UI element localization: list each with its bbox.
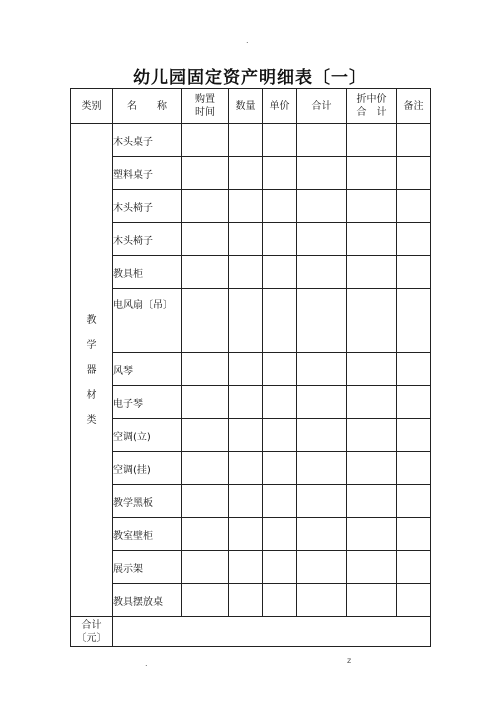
unit-price-cell[interactable] (263, 518, 297, 551)
header-subtotal: 合计 (297, 89, 347, 124)
purchase-time-cell[interactable] (182, 223, 229, 256)
unit-price-cell[interactable] (263, 419, 297, 452)
remarks-cell[interactable] (397, 289, 431, 353)
depreciated-value-cell[interactable] (347, 485, 397, 518)
table-row (71, 518, 431, 551)
quantity-cell[interactable] (229, 551, 263, 584)
purchase-time-cell[interactable] (182, 485, 229, 518)
category-char: 教 (86, 314, 97, 326)
total-label (71, 617, 113, 647)
depreciated-value-cell[interactable] (347, 386, 397, 419)
quantity-cell[interactable] (229, 124, 263, 157)
item-name: 木头椅子 (113, 223, 182, 256)
remarks-cell[interactable] (397, 256, 431, 289)
total-label-line1: 合计 (81, 619, 102, 631)
quantity-cell[interactable] (229, 223, 263, 256)
page-number: z (347, 656, 352, 665)
header-remarks: 备注 (397, 89, 431, 124)
depreciated-value-cell[interactable] (347, 584, 397, 617)
unit-price-cell[interactable] (263, 452, 297, 485)
purchase-time-cell[interactable] (182, 256, 229, 289)
depreciated-value-cell[interactable] (347, 518, 397, 551)
unit-price-cell[interactable] (263, 157, 297, 190)
table-row (71, 551, 431, 584)
purchase-time-cell[interactable] (182, 518, 229, 551)
header-purchase-time (182, 89, 229, 124)
category-char: 类 (86, 414, 97, 426)
subtotal-cell[interactable] (297, 551, 347, 584)
purchase-time-cell[interactable] (182, 386, 229, 419)
header-name: 名 称 (113, 89, 182, 124)
quantity-cell[interactable] (229, 190, 263, 223)
purchase-time-cell[interactable] (182, 124, 229, 157)
item-name: 电子琴 (113, 386, 182, 419)
table-row (71, 386, 431, 419)
remarks-cell[interactable] (397, 157, 431, 190)
item-name: 空调(立) (113, 419, 182, 452)
purchase-time-cell[interactable] (182, 584, 229, 617)
remarks-cell[interactable] (397, 124, 431, 157)
unit-price-cell[interactable] (263, 353, 297, 386)
subtotal-cell[interactable] (297, 386, 347, 419)
depreciated-value-cell[interactable] (347, 256, 397, 289)
quantity-cell[interactable] (229, 452, 263, 485)
item-name: 教室壁柜 (113, 518, 182, 551)
item-rows (71, 124, 431, 617)
remarks-cell[interactable] (397, 419, 431, 452)
remarks-cell[interactable] (397, 353, 431, 386)
depreciated-value-cell[interactable] (347, 157, 397, 190)
depreciated-value-cell[interactable] (347, 190, 397, 223)
page-title: 幼儿园固定资产明细表〔一〕 (133, 68, 367, 88)
depreciated-value-cell[interactable] (347, 551, 397, 584)
table-row (71, 223, 431, 256)
header-category: 类别 (71, 89, 113, 124)
item-name: 塑料桌子 (113, 157, 182, 190)
remarks-cell[interactable] (397, 190, 431, 223)
purchase-time-cell[interactable] (182, 419, 229, 452)
table-row (71, 584, 431, 617)
purchase-time-cell[interactable] (182, 157, 229, 190)
total-row (71, 617, 431, 647)
item-name: 空调(挂) (113, 452, 182, 485)
table-row (71, 452, 431, 485)
total-value-cell[interactable] (113, 617, 431, 647)
item-name: 展示架 (113, 551, 182, 584)
category-cell (71, 124, 113, 617)
table-row (71, 419, 431, 452)
unit-price-cell[interactable] (263, 124, 297, 157)
purchase-time-cell[interactable] (182, 452, 229, 485)
header-quantity: 数量 (229, 89, 263, 124)
subtotal-cell[interactable] (297, 452, 347, 485)
purchase-time-cell[interactable] (182, 353, 229, 386)
subtotal-cell[interactable] (297, 584, 347, 617)
subtotal-cell[interactable] (297, 256, 347, 289)
remarks-cell[interactable] (397, 485, 431, 518)
item-name: 木头桌子 (113, 124, 182, 157)
quantity-cell[interactable] (229, 584, 263, 617)
item-name: 风琴 (113, 353, 182, 386)
item-name: 木头椅子 (113, 190, 182, 223)
header-unit-price: 单价 (263, 89, 297, 124)
header-depreciated-value-line2: 合 计 (356, 107, 387, 118)
remarks-cell[interactable] (397, 551, 431, 584)
unit-price-cell[interactable] (263, 584, 297, 617)
subtotal-cell[interactable] (297, 289, 347, 353)
header-depreciated-value (347, 89, 397, 124)
quantity-cell[interactable] (229, 518, 263, 551)
subtotal-cell[interactable] (297, 419, 347, 452)
item-name: 电风扇〔吊〕 (113, 289, 182, 353)
page-top-mark: . (246, 36, 249, 45)
subtotal-cell[interactable] (297, 223, 347, 256)
unit-price-cell[interactable] (263, 551, 297, 584)
purchase-time-cell[interactable] (182, 190, 229, 223)
remarks-cell[interactable] (397, 518, 431, 551)
purchase-time-cell[interactable] (182, 289, 229, 353)
table-row (71, 256, 431, 289)
table-row (71, 124, 431, 157)
table-header-row (71, 89, 431, 124)
unit-price-cell[interactable] (263, 190, 297, 223)
header-purchase-time-line2: 时间 (195, 107, 215, 118)
item-name: 教具摆放桌 (113, 584, 182, 617)
asset-table (70, 88, 431, 647)
table-row (71, 157, 431, 190)
item-name: 教学黑板 (113, 485, 182, 518)
depreciated-value-cell[interactable] (347, 353, 397, 386)
depreciated-value-cell[interactable] (347, 289, 397, 353)
table-row (71, 190, 431, 223)
remarks-cell[interactable] (397, 386, 431, 419)
depreciated-value-cell[interactable] (347, 124, 397, 157)
unit-price-cell[interactable] (263, 485, 297, 518)
remarks-cell[interactable] (397, 584, 431, 617)
quantity-cell[interactable] (229, 289, 263, 353)
depreciated-value-cell[interactable] (347, 452, 397, 485)
category-char: 材 (86, 389, 97, 401)
subtotal-cell[interactable] (297, 353, 347, 386)
quantity-cell[interactable] (229, 485, 263, 518)
category-char: 器 (86, 364, 97, 376)
unit-price-cell[interactable] (263, 289, 297, 353)
quantity-cell[interactable] (229, 157, 263, 190)
quantity-cell[interactable] (229, 353, 263, 386)
subtotal-cell[interactable] (297, 518, 347, 551)
quantity-cell[interactable] (229, 419, 263, 452)
header-purchase-time-line1: 购置 (195, 94, 215, 105)
subtotal-cell[interactable] (297, 485, 347, 518)
footer-mark: . (145, 659, 148, 668)
subtotal-cell[interactable] (297, 124, 347, 157)
subtotal-cell[interactable] (297, 190, 347, 223)
unit-price-cell[interactable] (263, 256, 297, 289)
quantity-cell[interactable] (229, 386, 263, 419)
quantity-cell[interactable] (229, 256, 263, 289)
total-label-line2: 〔元〕 (76, 632, 107, 644)
item-name: 教具柜 (113, 256, 182, 289)
table-row (71, 485, 431, 518)
depreciated-value-cell[interactable] (347, 223, 397, 256)
purchase-time-cell[interactable] (182, 551, 229, 584)
table-row (71, 353, 431, 386)
subtotal-cell[interactable] (297, 157, 347, 190)
header-depreciated-value-line1: 折中价 (356, 94, 387, 105)
depreciated-value-cell[interactable] (347, 419, 397, 452)
unit-price-cell[interactable] (263, 386, 297, 419)
remarks-cell[interactable] (397, 452, 431, 485)
category-char: 学 (86, 339, 97, 351)
remarks-cell[interactable] (397, 223, 431, 256)
table-row (71, 289, 431, 353)
unit-price-cell[interactable] (263, 223, 297, 256)
